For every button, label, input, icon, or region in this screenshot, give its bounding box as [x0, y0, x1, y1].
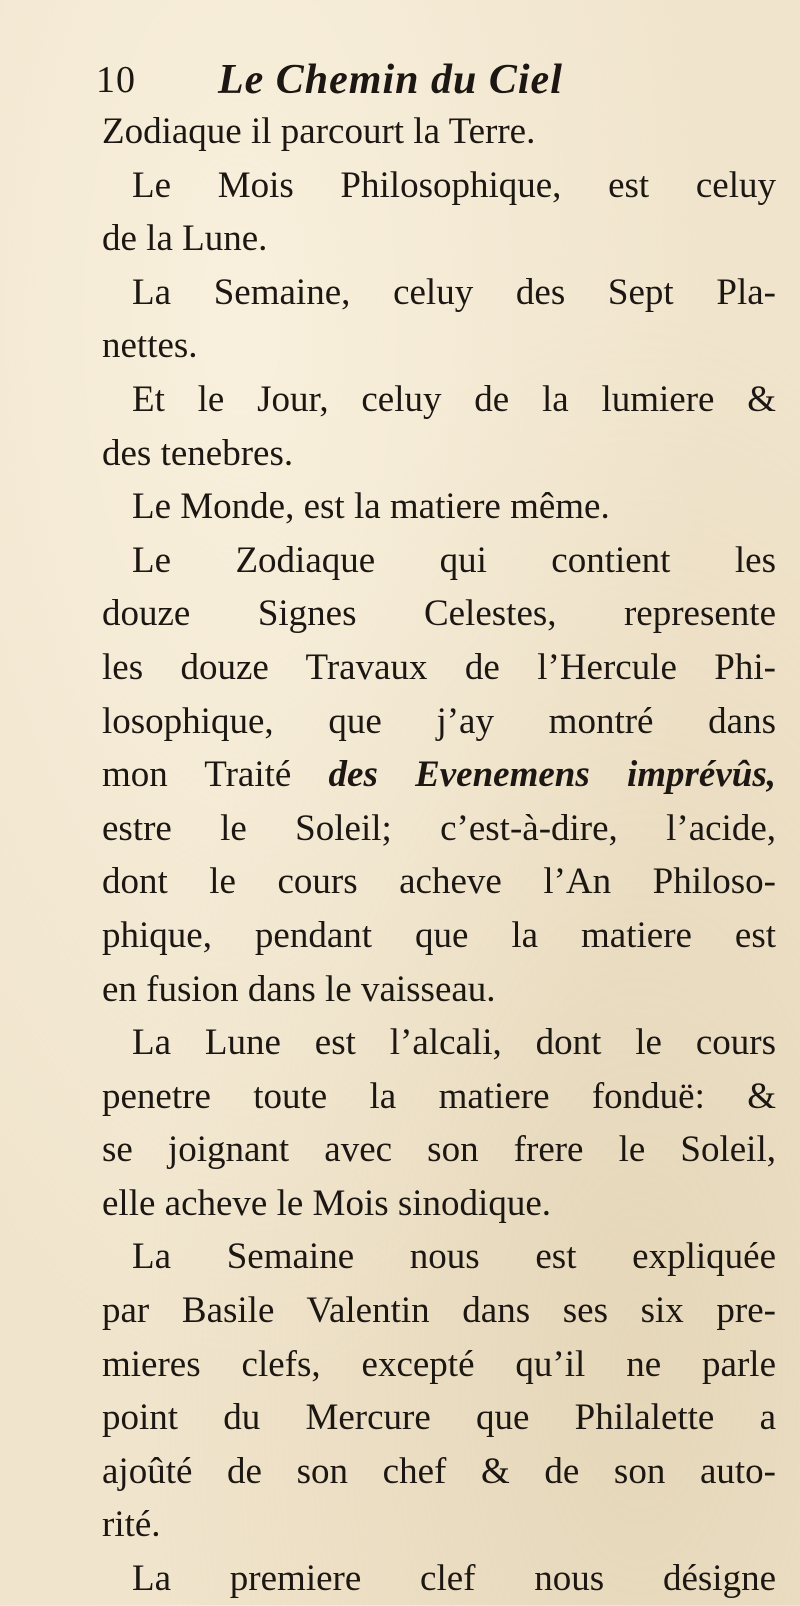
text-line-content: Le Zodiaque qui contient les: [132, 539, 776, 581]
text-line-content: La Semaine, celuy des Sept Pla-: [132, 271, 776, 313]
text-line: [102, 1445, 776, 1499]
text-line-content: La Semaine nous est expliquée: [132, 1236, 776, 1278]
book-title-italic: des Evenemens imprévûs,: [328, 754, 776, 796]
text-line-content: penetre toute la matiere fonduë: &: [102, 1075, 776, 1117]
text-line: [102, 1391, 776, 1445]
text-line-content: les douze Travaux de l’Hercule Phi-: [102, 646, 776, 688]
text-line-content: douze Signes Celestes, represente: [102, 593, 776, 635]
text-line-content: Le Mois Philosophique, est celuy: [132, 164, 776, 206]
text-line: [102, 1498, 776, 1552]
text-line-content: se joignant avec son frere le Soleil,: [102, 1129, 776, 1171]
text-line-content: estre le Soleil; c’est-à-dire, l’acide,: [102, 807, 776, 849]
text-line-content: mon Traité: [102, 754, 329, 796]
text-line: [102, 587, 776, 641]
text-line: [102, 105, 776, 159]
text-line-content: en fusion dans le vaisseau.: [102, 968, 496, 1010]
text-line: [102, 641, 776, 695]
text-line: [102, 1070, 776, 1124]
text-line: [102, 1552, 776, 1606]
text-line-content: dont le cours acheve l’An Philoso-: [102, 861, 776, 903]
text-line: [102, 1338, 776, 1392]
text-line: [102, 373, 776, 427]
text-line: [102, 855, 776, 909]
text-line: [102, 159, 776, 213]
text-line: [102, 1284, 776, 1338]
text-line: [102, 1016, 776, 1070]
text-line-content: Et le Jour, celuy de la lumiere &: [132, 378, 776, 420]
text-line: [102, 963, 776, 1017]
text-line: [102, 909, 776, 963]
text-line-content: point du Mercure que Philalette a: [102, 1397, 776, 1439]
text-line-content: Zodiaque il parcourt la Terre.: [102, 111, 536, 152]
text-line: [102, 534, 776, 588]
text-line-content: des tenebres.: [102, 432, 294, 474]
page-number: 10: [96, 59, 136, 101]
text-line-content: Le Monde, est la matiere même.: [132, 486, 610, 528]
running-title: Le Chemin du Ciel: [218, 57, 563, 103]
body-text: [102, 105, 776, 1606]
text-line-content: par Basile Valentin dans ses six pre-: [102, 1290, 776, 1332]
text-line-content: rité.: [102, 1504, 161, 1546]
text-line-content: La Lune est l’alcali, dont le cours: [132, 1022, 776, 1064]
text-line-content: elle acheve le Mois sinodique.: [102, 1182, 552, 1224]
text-line: [102, 480, 776, 534]
text-line: [102, 1177, 776, 1231]
page-header: [96, 46, 776, 106]
text-line-content: phique, pendant que la matiere est: [102, 914, 776, 956]
text-line: [102, 266, 776, 320]
text-line-content: La premiere clef nous désigne: [132, 1558, 776, 1600]
text-line: [102, 748, 776, 802]
text-line-content: ajoûté de son chef & de son auto-: [102, 1450, 776, 1492]
text-line: [102, 695, 776, 749]
text-line: [102, 802, 776, 856]
text-line-content: nettes.: [102, 325, 198, 367]
text-line: [102, 212, 776, 266]
text-line-content: losophique, que j’ay montré dans: [102, 700, 776, 742]
text-line: [102, 1123, 776, 1177]
text-line: [102, 1230, 776, 1284]
text-line-content: mieres clefs, excepté qu’il ne parle: [102, 1343, 776, 1385]
text-line-content: de la Lune.: [102, 218, 268, 260]
text-line: [102, 319, 776, 373]
text-line: [102, 427, 776, 481]
